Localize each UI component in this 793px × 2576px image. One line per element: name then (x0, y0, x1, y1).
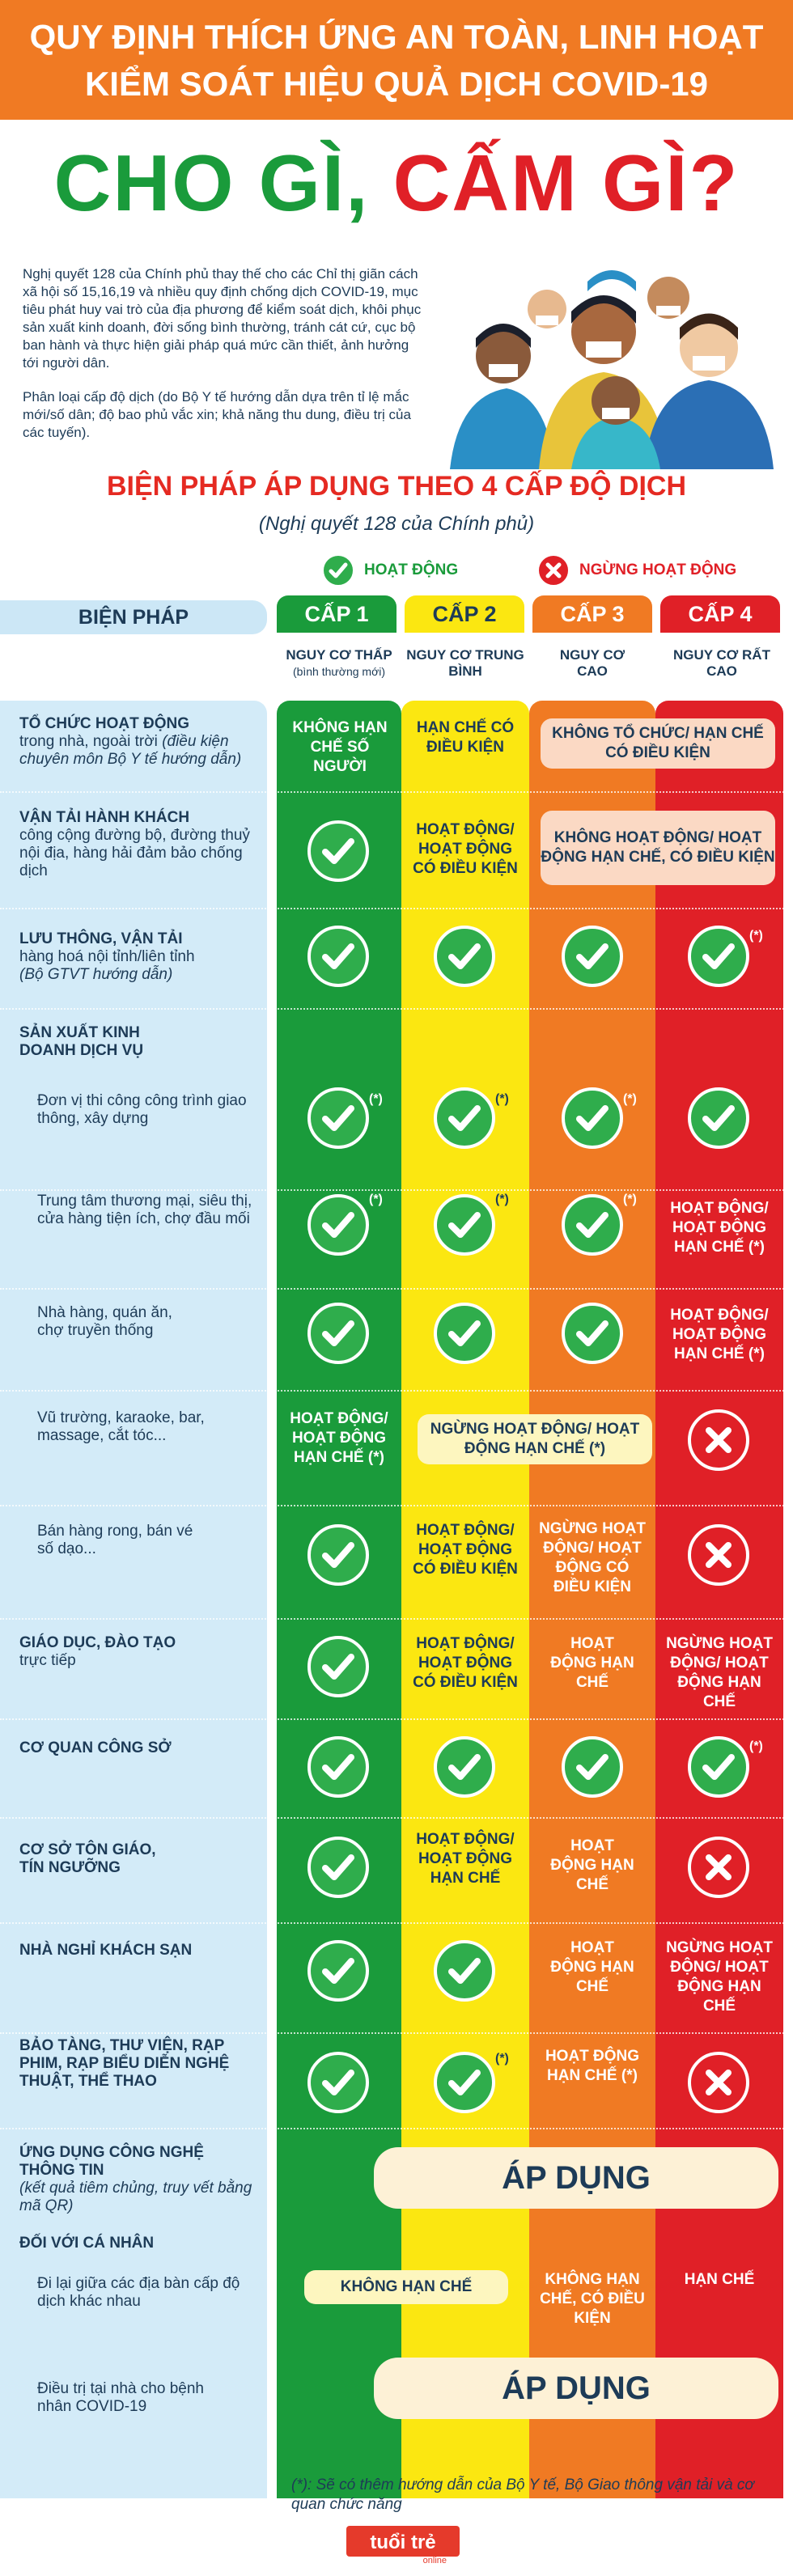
check-icon (434, 1736, 495, 1798)
level-1-header: CẤP 1 (277, 595, 396, 633)
row-divider (0, 2128, 793, 2129)
cell-text: NGỪNG HOẠT ĐỘNG/ HOẠT ĐỘNG HẠN CHẾ (666, 1939, 773, 2015)
row-label-street-vendors: Bán hàng rong, bán vé số dạo... (37, 1523, 193, 1557)
row-divider (0, 1817, 793, 1819)
header-banner (0, 0, 793, 120)
check-icon (688, 1736, 749, 1798)
row-label-malls: Trung tâm thương mại, siêu thị, cửa hàng tiện ích, chợ đầu mối (37, 1193, 252, 1227)
row-title: TỔ CHỨC HOẠT ĐỘNG (19, 715, 189, 732)
cell-pill: KHÔNG HẠN CHẾ (304, 2270, 508, 2304)
cell-text: NGỪNG HOẠT ĐỘNG/ HOẠT ĐỘNG CÓ ĐIỀU KIỆN (539, 1520, 646, 1595)
cell-text: HẠN CHẾ CÓ ĐIỀU KIỆN (416, 719, 515, 756)
footnote-marker: (*) (369, 1193, 383, 1206)
row-divider (0, 908, 793, 909)
cell-text: HOẠT ĐỘNG/ HOẠT ĐỘNG CÓ ĐIỀU KIỆN (413, 821, 518, 877)
apply-pill: ÁP DỤNG (374, 2147, 778, 2209)
row-title: VẬN TẢI HÀNH KHÁCH (19, 809, 190, 826)
row-desc: hàng hoá nội tỉnh/liên tỉnh (19, 948, 195, 965)
check-icon (307, 1194, 369, 1256)
check-icon (307, 820, 369, 882)
crowd-illustration (450, 235, 782, 469)
main-title (0, 138, 793, 229)
cell-text: KHÔNG HẠN CHẾ SỐ NGƯỜI (292, 719, 388, 775)
check-icon (307, 926, 369, 987)
cell-text: HOẠT ĐỘNG/ HOẠT ĐỘNG HẠN CHẾ (*) (670, 1307, 769, 1362)
main-title-part-1: CHO GÌ, (53, 138, 393, 227)
cell-text: HẠN CHẾ (684, 2271, 755, 2288)
row-divider (0, 1288, 793, 1290)
x-icon (688, 1837, 749, 1898)
row-title: CƠ SỞ TÔN GIÁO, TÍN NGƯỠNG (19, 1841, 156, 1876)
row-label-home-treatment: Điều trị tại nhà cho bệnh nhân COVID-19 (37, 2380, 204, 2415)
row-label-culture (19, 2037, 254, 2091)
intro-paragraph-1: Nghị quyết 128 của Chính phủ thay thế cho các Chỉ thị giãn cách xã hội số 15,16,19 và nhiều quy định chống dịch COVID-19, mục tiêu phát huy vai trò của địa phương để kiểm soát dịch, khôi phục sản xuất kinh doanh, đời sống bình thường, tránh cát cứ, cục bộ ban hành và thực hiện giải pháp quá mức cần thiết, ảnh hưởng tới người dân. (23, 266, 422, 371)
cell-text: HOẠT ĐỘNG HẠN CHẾ (550, 1837, 634, 1893)
footnote-marker: (*) (749, 1739, 763, 1753)
check-icon (434, 1303, 495, 1364)
level-4-header: CẤP 4 (660, 595, 780, 633)
row-label-passenger-transport (19, 809, 270, 880)
row-label-goods-transport (19, 930, 270, 984)
row-note: (điều kiện chuyên môn Bộ Y tế hướng dẫn) (19, 733, 242, 768)
check-icon (434, 1940, 495, 2002)
row-label-business (19, 1024, 181, 1060)
check-icon (434, 1194, 495, 1256)
footnote-marker: (*) (495, 1193, 509, 1206)
level-3-header: CẤP 3 (532, 595, 652, 633)
row-label-travel: Đi lại giữa các địa bàn cấp độ dịch khác nhau (37, 2275, 240, 2310)
apply-pill: ÁP DỤNG (374, 2358, 778, 2419)
check-icon (307, 1087, 369, 1149)
tuoitre-logo (346, 2524, 460, 2565)
row-desc: trong nhà, ngoài trời (19, 733, 163, 750)
row-note: (kết quả tiêm chủng, truy vết bằng mã QR) (19, 2180, 252, 2214)
row-label-restaurants: Nhà hàng, quán ăn, chợ truyền thống (37, 1304, 172, 1339)
check-icon (307, 1524, 369, 1586)
row-divider (0, 1390, 793, 1392)
cell-text: HOẠT ĐỘNG/ HOẠT ĐỘNG HẠN CHẾ (416, 1831, 515, 1887)
row-divider (0, 1618, 793, 1620)
row-label-entertainment: Vũ trường, karaoke, bar, massage, cắt tóc... (37, 1409, 205, 1444)
cell-text: HOẠT ĐỘNG/ HOẠT ĐỘNG CÓ ĐIỀU KIỆN (413, 1635, 518, 1691)
check-icon (688, 1087, 749, 1149)
row-title: GIÁO DỤC, ĐÀO TẠO (19, 1634, 176, 1651)
row-label-construction: Đơn vị thi công công trình giao thông, xây dựng (37, 1092, 247, 1127)
x-icon (688, 1524, 749, 1586)
footnote-marker: (*) (369, 1092, 383, 1106)
level-2-risk: NGUY CƠ TRUNG BÌNH (406, 647, 524, 679)
measure-header: BIỆN PHÁP (0, 600, 267, 634)
row-divider (0, 1922, 793, 1924)
row-title: ỨNG DỤNG CÔNG NGHỆ THÔNG TIN (19, 2144, 204, 2179)
footnote-marker: (*) (749, 929, 763, 943)
footnote: (*): Sẽ có thêm hướng dẫn của Bộ Y tế, Bộ Giao thông vận tải và cơ quan chức năng (291, 2476, 754, 2513)
footnote-marker: (*) (623, 1193, 637, 1206)
level-2-header: CẤP 2 (405, 595, 524, 633)
check-icon (307, 1636, 369, 1697)
check-icon (307, 1736, 369, 1798)
cell-pill: KHÔNG TỔ CHỨC/ HẠN CHẾ CÓ ĐIỀU KIỆN (541, 718, 775, 769)
row-divider (0, 1008, 793, 1010)
cell-text: HOẠT ĐỘNG/ HOẠT ĐỘNG HẠN CHẾ (*) (290, 1410, 388, 1466)
check-icon (307, 2052, 369, 2113)
row-title: SẢN XUẤT KINH DOANH DỊCH VỤ (19, 1024, 144, 1059)
check-icon (434, 1087, 495, 1149)
banner-line-1: QUY ĐỊNH THÍCH ỨNG AN TOÀN, LINH HOẠT (29, 18, 764, 56)
section-subtitle: (Nghị quyết 128 của Chính phủ) (258, 513, 535, 535)
check-icon (434, 926, 495, 987)
row-title: ĐỐI VỚI CÁ NHÂN (19, 2235, 155, 2252)
check-icon (307, 1940, 369, 2002)
x-icon (537, 554, 570, 587)
footnote-marker: (*) (495, 2052, 509, 2065)
level-3-risk: NGUY CƠ CAO (559, 647, 625, 679)
cell-text: HOẠT ĐỘNG/ HOẠT ĐỘNG CÓ ĐIỀU KIỆN (413, 1522, 518, 1578)
row-label-it (19, 2144, 262, 2215)
cell-pill: KHÔNG HOẠT ĐỘNG/ HOẠT ĐỘNG HẠN CHẾ, CÓ ĐIỀU KIỆN (541, 811, 775, 885)
level-1-note: (bình thường mới) (292, 665, 386, 678)
row-divider (0, 2032, 793, 2034)
row-desc: trực tiếp (19, 1652, 76, 1669)
check-icon (307, 1303, 369, 1364)
svg-text:online: online (422, 2556, 447, 2565)
row-label-religion (19, 1841, 181, 1877)
cell-pill: NGỪNG HOẠT ĐỘNG/ HOẠT ĐỘNG HẠN CHẾ (*) (418, 1414, 652, 1464)
row-note: (Bộ GTVT hướng dẫn) (19, 966, 173, 983)
level-1-risk (277, 647, 401, 680)
legend-active (322, 552, 458, 589)
row-divider (0, 1189, 793, 1191)
footnote-marker: (*) (495, 1092, 509, 1106)
check-icon (562, 926, 623, 987)
cell-text: HOẠT ĐỘNG HẠN CHẾ (*) (545, 2048, 640, 2084)
check-icon (322, 554, 354, 587)
banner-line-2: KIỂM SOÁT HIỆU QUẢ DỊCH COVID-19 (84, 65, 709, 103)
x-icon (688, 1409, 749, 1471)
row-label-offices (19, 1739, 270, 1757)
row-divider (0, 791, 793, 793)
row-label-education (19, 1634, 270, 1670)
row-title: NHÀ NGHỈ KHÁCH SẠN (19, 1942, 193, 1959)
intro-paragraph-2: Phân loại cấp độ dịch (do Bộ Y tế hướng dẫn dựa trên tỉ lệ mắc mới/số dân; độ bao phủ vắc xin; khả năng thu dung, điều trị của các tuyến). (23, 389, 411, 440)
main-title-part-2: CẤM GÌ? (392, 138, 740, 227)
level-4-risk: NGUY CƠ RẤT CAO (673, 647, 770, 679)
row-desc: công cộng đường bộ, đường thuỷ nội địa, hàng hải đảm bảo chống dịch (19, 827, 250, 879)
legend-stopped (537, 552, 736, 589)
check-icon (562, 1303, 623, 1364)
row-label-activities (19, 715, 270, 769)
x-icon (688, 2052, 749, 2113)
row-label-hotels (19, 1942, 270, 1960)
footnote-marker: (*) (623, 1092, 637, 1106)
check-icon (562, 1194, 623, 1256)
check-icon (562, 1736, 623, 1798)
check-icon (688, 926, 749, 987)
row-title: LƯU THÔNG, VẬN TẢI (19, 930, 183, 947)
level-1-risk-label: NGUY CƠ THẤP (286, 647, 392, 663)
row-divider (0, 1718, 793, 1720)
section-title: BIỆN PHÁP ÁP DỤNG THEO 4 CẤP ĐỘ DỊCH (106, 471, 686, 502)
cell-text: HOẠT ĐỘNG HẠN CHẾ (550, 1939, 634, 1995)
legend-active-label: HOẠT ĐỘNG (364, 561, 459, 578)
check-icon (434, 2052, 495, 2113)
check-icon (307, 1837, 369, 1898)
svg-text:tuổi trẻ: tuổi trẻ (370, 2532, 436, 2553)
cell-text: NGỪNG HOẠT ĐỘNG/ HOẠT ĐỘNG HẠN CHẾ (666, 1635, 773, 1710)
row-label-individuals (19, 2235, 270, 2252)
row-title: BẢO TÀNG, THƯ VIỆN, RẠP PHIM, RẠP BIỂU DIỄN NGHỆ THUẬT, THỂ THAO (19, 2037, 230, 2090)
check-icon (562, 1087, 623, 1149)
row-divider (0, 1505, 793, 1506)
legend-stopped-label: NGỪNG HOẠT ĐỘNG (579, 561, 737, 578)
cell-text: HOẠT ĐỘNG HẠN CHẾ (550, 1635, 634, 1691)
cell-text: HOẠT ĐỘNG/ HOẠT ĐỘNG HẠN CHẾ (*) (670, 1200, 769, 1256)
row-title: CƠ QUAN CÔNG SỞ (19, 1739, 172, 1756)
cell-text: KHÔNG HẠN CHẾ, CÓ ĐIỀU KIỆN (540, 2271, 645, 2327)
